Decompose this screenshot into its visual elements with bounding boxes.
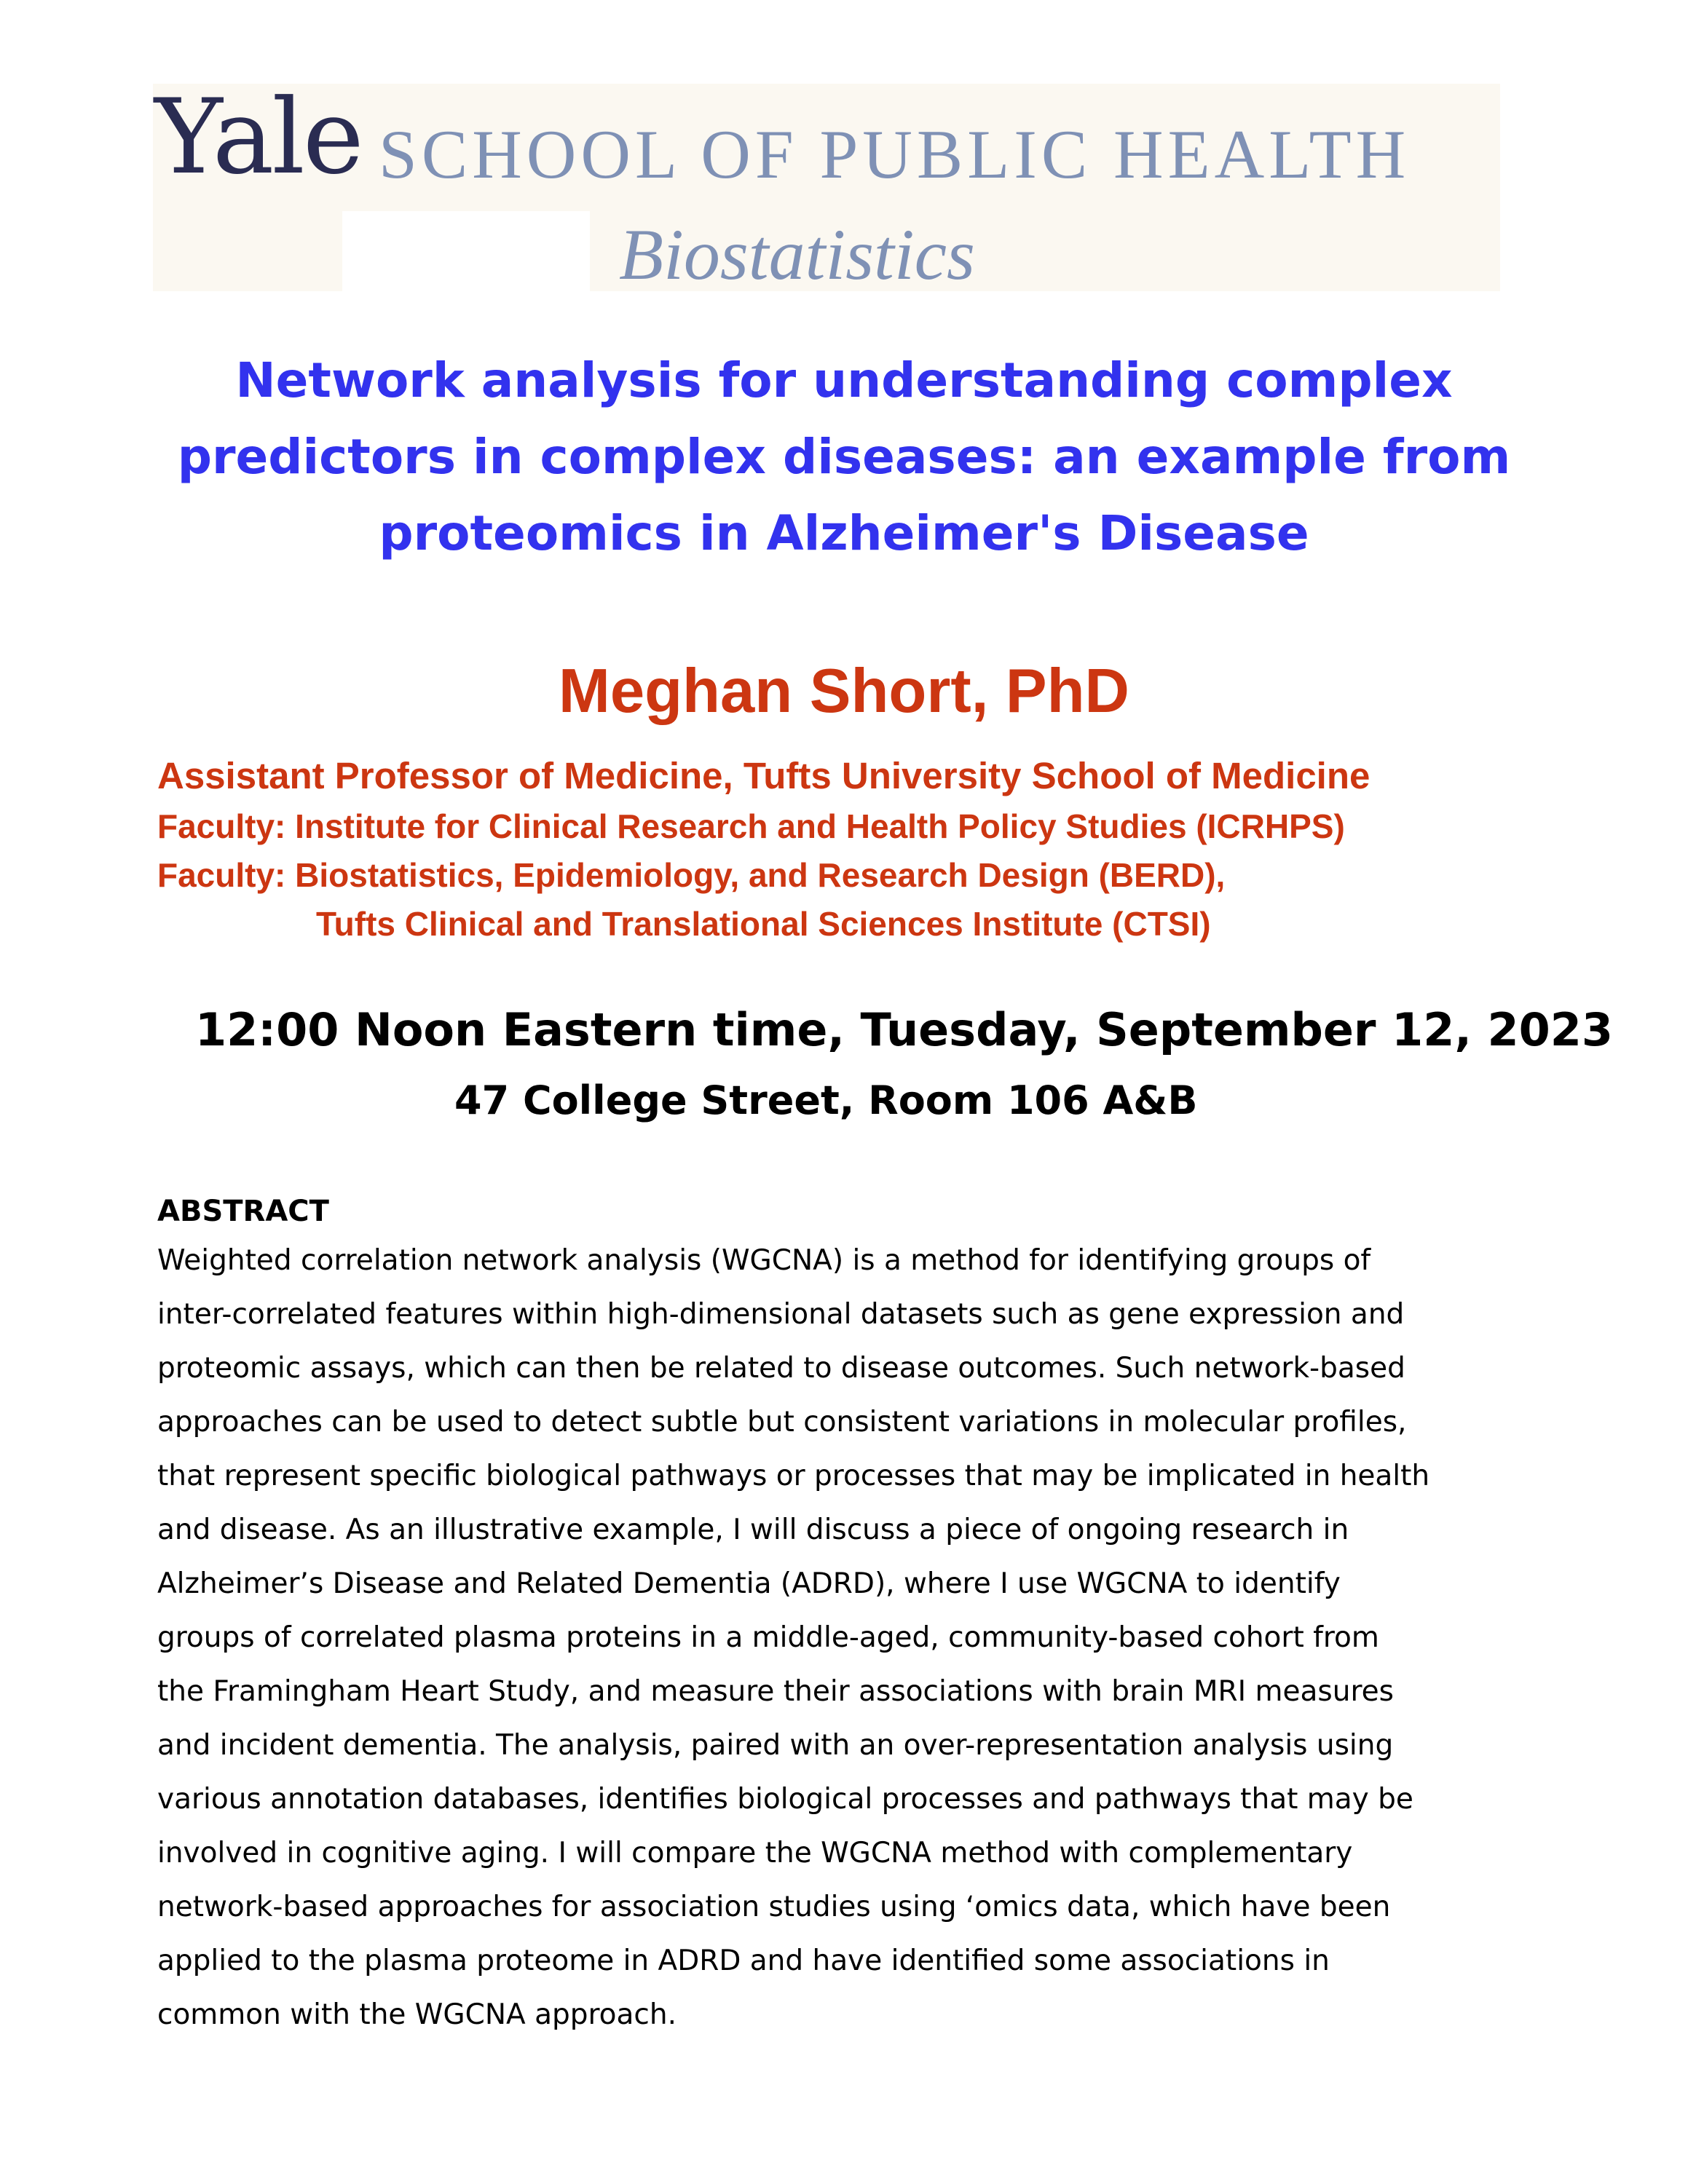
abstract-line: Alzheimer’s Disease and Related Dementia (ADRD), where I use WGCNA to identify xyxy=(157,1567,1341,1600)
talk-title-line: predictors in complex diseases: an example from xyxy=(177,429,1511,485)
abstract-line: applied to the plasma proteome in ADRD and have identified some associations in xyxy=(157,1944,1330,1977)
abstract-heading: ABSTRACT xyxy=(157,1195,329,1228)
speaker-affiliation: Tufts Clinical and Translational Sciences Institute (CTSI) xyxy=(316,905,1211,943)
abstract-line: the Framingham Heart Study, and measure their associations with brain MRI measures xyxy=(157,1675,1394,1708)
header-banner-gap xyxy=(342,211,590,291)
abstract-line: groups of correlated plasma proteins in a middle-aged, community-based cohort from xyxy=(157,1621,1379,1654)
abstract-line: various annotation databases, identifies biological processes and pathways that may be xyxy=(157,1783,1413,1816)
abstract-line: approaches can be used to detect subtle but consistent variations in molecular profiles, xyxy=(157,1406,1407,1439)
event-location: 47 College Street, Room 106 A&B xyxy=(454,1077,1198,1123)
abstract-line: involved in cognitive aging. I will compare the WGCNA method with complementary xyxy=(157,1837,1353,1870)
talk-title xyxy=(109,342,1579,571)
abstract-line: common with the WGCNA approach. xyxy=(157,1998,677,2031)
abstract-line: Weighted correlation network analysis (WGCNA) is a method for identifying groups of xyxy=(157,1244,1371,1277)
abstract-line: inter-correlated features within high-dimensional datasets such as gene expression and xyxy=(157,1298,1405,1331)
abstract-line: network-based approaches for association studies using ‘omics data, which have been xyxy=(157,1891,1391,1923)
abstract-line: and disease. As an illustrative example, I will discuss a piece of ongoing research in xyxy=(157,1514,1349,1546)
speaker-affiliation: Faculty: Biostatistics, Epidemiology, and Research Design (BERD), xyxy=(157,856,1226,894)
abstract-body xyxy=(157,1234,1541,2042)
department-name: Biostatistics xyxy=(619,214,975,295)
yale-logo-wordmark: Yale xyxy=(154,77,362,197)
talk-title-line: Network analysis for understanding complex xyxy=(235,352,1453,408)
talk-title-line: proteomics in Alzheimer's Disease xyxy=(379,505,1309,561)
abstract-line: that represent specific biological pathways or processes that may be implicated in health xyxy=(157,1460,1430,1492)
school-name: SCHOOL OF PUBLIC HEALTH xyxy=(379,116,1411,193)
abstract-line: proteomic assays, which can then be related to disease outcomes. Such network-based xyxy=(157,1352,1405,1385)
speaker-name: Meghan Short, PhD xyxy=(559,657,1129,726)
event-datetime: 12:00 Noon Eastern time, Tuesday, September 12, 2023 xyxy=(195,1003,1614,1056)
speaker-affiliation: Faculty: Institute for Clinical Research and Health Policy Studies (ICRHPS) xyxy=(157,807,1345,845)
speaker-affiliation: Assistant Professor of Medicine, Tufts University School of Medicine xyxy=(157,755,1370,796)
abstract-line: and incident dementia. The analysis, paired with an over-representation analysis using xyxy=(157,1729,1394,1762)
